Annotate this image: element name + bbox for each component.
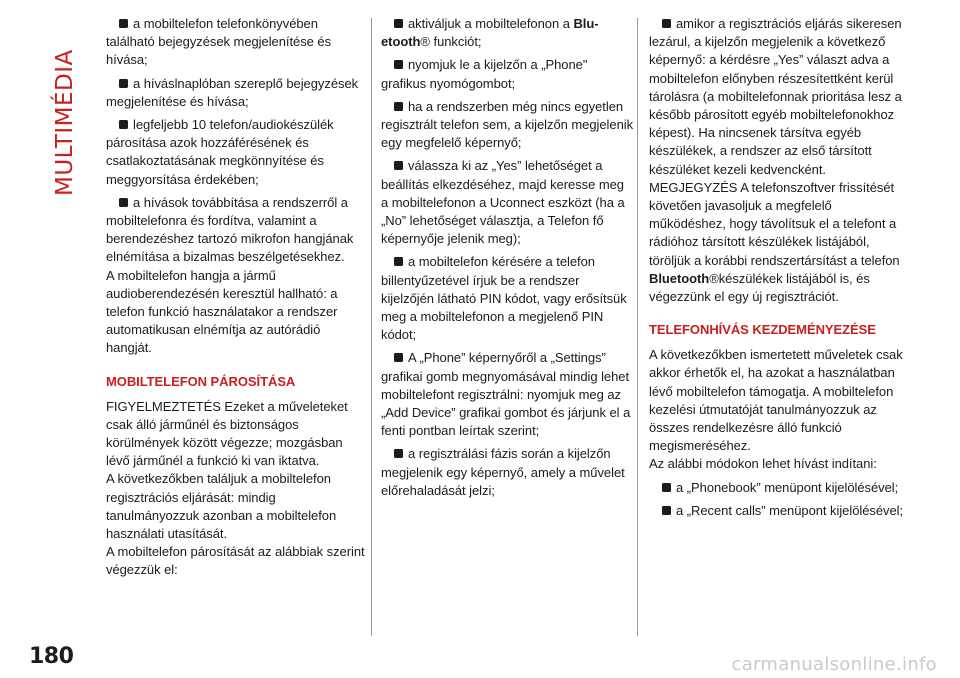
- bullet-square-icon: [662, 483, 671, 492]
- bullet-square-icon: [119, 198, 128, 207]
- list-item: legfeljebb 10 telefon/audiokészülék párosítása azok hozzáférésének és csatlakoztatásának megkönnyítése és meggyorsítása érdekében;: [106, 117, 334, 187]
- list-item: aktiváljuk a mobiltelefonon a Blu-etooth® funkciót;: [381, 16, 599, 50]
- watermark-text: carmanualsonline.info: [731, 654, 937, 675]
- paragraph: A következőkben találjuk a mobiltelefon regisztrációs eljárását: mindig tanulmányozzuk azonban a mobiltelefon használati utasítását.: [106, 471, 337, 542]
- bullet-square-icon: [394, 102, 403, 111]
- paragraph: A következőkben ismertetett műveletek csak akkor érhetők el, ha azokat a használatban lévő mobiltelefon támogatja. A mobiltelefon kezelési útmutatóját tanulmányozzuk az összes rendelkezésre álló funkció megismeréséhez.: [649, 347, 903, 454]
- column-1: [106, 15, 366, 580]
- bullet-square-icon: [394, 60, 403, 69]
- bullet-square-icon: [119, 19, 128, 28]
- paragraph: FIGYELMEZTETÉS Ezeket a műveleteket csak álló járműnél és biztonságos körülmények között végezze; mozgásban lévő járműnél a funkció ki van iktatva.: [106, 398, 348, 469]
- paragraph: A mobiltelefon párosítását az alábbiak szerint végezzük el:: [106, 544, 365, 578]
- page-number: 180: [29, 644, 74, 669]
- paragraph: MEGJEGYZÉS A telefonszoftver frissítését követően javasoljuk a megfelelő működéshez, hogy távolítsuk el a telefont a rádióhoz társított készülékek listájából, töröljük a korábbi rendszertársítást a telefon Bluetooth®készülékek listájából is, és végezzünk el egy új regisztrációt.: [649, 179, 900, 305]
- bullet-square-icon: [662, 19, 671, 28]
- list-item: a hívások továbbítása a rendszerről a mobiltelefonra és fordítva, valamint a berendezéshez tartozó mikrofon hangjának elnémítása a bizalmas beszélgetésekhez.: [106, 194, 354, 265]
- list-item: a híváslnaplóban szereplő bejegyzések megjelenítése és hívása;: [106, 75, 359, 109]
- column-3: [649, 15, 907, 520]
- bullet-square-icon: [119, 79, 128, 88]
- list-item: nyomjuk le a kijelzőn a „Phone" grafikus nyomógombot;: [381, 57, 588, 91]
- bullet-square-icon: [662, 506, 671, 515]
- list-item: a „Phonebook” menüpont kijelölésével;: [649, 479, 907, 497]
- list-item: a „Recent calls” menüpont kijelölésével;: [649, 502, 907, 520]
- bullet-square-icon: [394, 161, 403, 170]
- list-item: A „Phone” képernyőről a „Settings” grafikai gomb megnyomásával mindig lehet mobiltelefont regisztrálni: nyomjuk meg az „Add Device” grafikai gombot és járjunk el a fenti pontban leírtak szerint;: [381, 350, 631, 439]
- list-item: válassza ki az „Yes” lehetőséget a beállítás elkezdéséhez, majd keresse meg a mobiltelefonon a Uconnect eszközt (ha a „No” lehetőséget választja, a Telefon fő képernyője jelenik meg);: [381, 158, 625, 247]
- section-heading: TELEFONHÍVÁS KEZDEMÉNYEZÉSE: [649, 322, 876, 338]
- bullet-square-icon: [394, 449, 403, 458]
- column-divider: [371, 18, 372, 636]
- list-item: a regisztrálási fázis során a kijelzőn megjelenik egy képernyő, amely a művelet előrehaladását jelzi;: [381, 446, 625, 498]
- paragraph: Az alábbi módokon lehet hívást indítani:: [649, 456, 877, 472]
- list-item: amikor a regisztrációs eljárás sikeresen lezárul, a kijelzőn megjelenik a következő képernyő: a kérdésre „Yes” választ adva a mobiltelefon előnyben részesítettként kerül tárolásra (a mobiltelefonnak prioritása lesz a később párosított egyéb mobiltelefonokhoz képest). Ha nincsenek társítva egyéb készülékek, a rendszer az első társított készüléket kezeli kedvencként.: [649, 16, 902, 177]
- list-item: ha a rendszerben még nincs egyetlen regisztrált telefon sem, a kijelzőn megjelenik egy megfelelő képernyő;: [381, 98, 634, 151]
- list-item: a mobiltelefon telefonkönyvében található bejegyzések megjelenítése és hívása;: [106, 16, 332, 68]
- list-item: a mobiltelefon kérésére a telefon billentyűzetével írjuk be a rendszer kijelzőjén látható PIN kódot, vagy erősítsük meg a mobiltelefonon a megjelenő PIN kódot;: [381, 254, 627, 343]
- column-divider: [637, 18, 638, 636]
- paragraph: A mobiltelefon hangja a jármű audioberendezésén keresztül hallható: a telefon funkció használatakor a rendszer automatikusan elnémítja az autórádió hangját.: [106, 267, 338, 356]
- section-title: MULTIMÉDIA: [52, 49, 78, 196]
- column-2: [381, 15, 634, 500]
- bullet-square-icon: [394, 257, 403, 266]
- bullet-square-icon: [119, 120, 128, 129]
- section-heading: MOBILTELEFON PÁROSÍTÁSA: [106, 373, 296, 389]
- bullet-square-icon: [394, 19, 403, 28]
- bullet-square-icon: [394, 353, 403, 362]
